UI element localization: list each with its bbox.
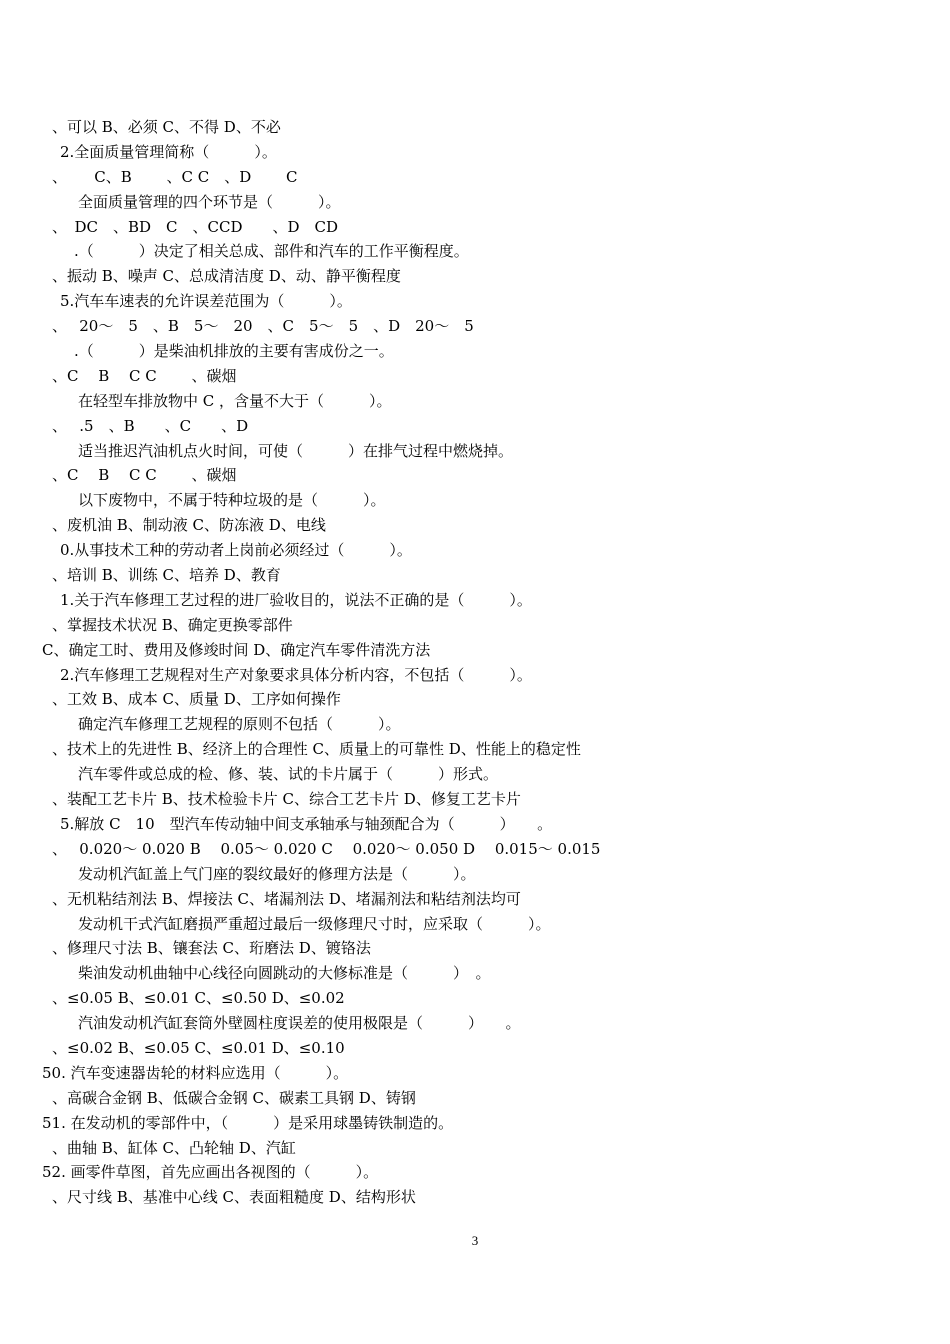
text-line: 确定汽车修理工艺规程的原则不包括（ ）。	[78, 715, 401, 734]
text-line: 在轻型车排放物中 C ，含量不大于（ ）。	[78, 391, 392, 410]
text-line: 5.汽车车速表的允许误差范围为（ ）。	[60, 292, 352, 311]
text-line: 、 0.020～ 0.020 B 0.05～ 0.020 C 0.020～ 0.050 D 0.015～ 0.015	[52, 839, 601, 858]
text-line: 、曲轴 B、缸体 C、凸轮轴 D、汽缸	[52, 1138, 296, 1157]
text-line: C、确定工时、费用及修竣时间 D、确定汽车零件清洗方法	[42, 640, 431, 659]
text-line: 、无机粘结剂法 B、焊接法 C、堵漏剂法 D、堵漏剂法和粘结剂法均可	[52, 889, 521, 908]
text-line: 、修理尺寸法 B、镶套法 C、珩磨法 D、镀铬法	[52, 939, 371, 958]
text-line: 、可以 B、必须 C、不得 D、不必	[52, 118, 281, 136]
text-line: 、C B C C 、碳烟	[52, 366, 237, 385]
text-line: 发动机汽缸盖上气门座的裂纹最好的修理方法是（ ）。	[78, 864, 476, 883]
text-line: .（ ）决定了相关总成、部件和汽车的工作平衡程度。	[74, 242, 469, 261]
text-line: 2.汽车修理工艺规程对生产对象要求具体分析内容，不包括（ ）。	[60, 665, 532, 684]
text-line: 、 C、B 、C C 、D C	[52, 167, 298, 186]
text-line: 50. 汽车变速器齿轮的材料应选用（ ）。	[42, 1063, 349, 1082]
text-line: 、高碳合金钢 B、低碳合金钢 C、碳素工具钢 D、铸钢	[52, 1088, 416, 1107]
text-line: 、尺寸线 B、基准中心线 C、表面粗糙度 D、结构形状	[52, 1188, 416, 1207]
text-line: 1.关于汽车修理工艺过程的进厂验收目的，说法不正确的是（ ）。	[60, 590, 532, 609]
text-line: 汽油发动机汽缸套筒外壁圆柱度误差的使用极限是（ ） 。	[78, 1014, 521, 1033]
text-line: 、 20～ 5 、B 5～ 20 、C 5～ 5 、D 20～ 5	[52, 317, 474, 336]
question-list	[0, 115, 950, 1210]
text-line: 、振动 B、噪声 C、总成清洁度 D、动、静平衡程度	[52, 267, 401, 286]
text-line: 、培训 B、训练 C、培养 D、教育	[52, 566, 281, 585]
text-line: 、 DC 、BD C 、CCD 、D CD	[52, 217, 339, 236]
text-line: 2.全面质量管理简称（ ）。	[60, 142, 277, 161]
text-line: 适当推迟汽油机点火时间，可使（ ）在排气过程中燃烧掉。	[78, 441, 514, 460]
text-line: 、装配工艺卡片 B、技术检验卡片 C、综合工艺卡片 D、修复工艺卡片	[52, 790, 521, 809]
text-line: 以下废物中，不属于特种垃圾的是（ ）。	[78, 491, 386, 510]
text-line: 、≤0.02 B、≤0.05 C、≤0.01 D、≤0.10	[52, 1038, 345, 1057]
text-line: 发动机干式汽缸磨损严重超过最后一级修理尺寸时，应采取（ ）。	[78, 914, 551, 933]
text-line: 、C B C C 、碳烟	[52, 466, 237, 485]
text-line: 全面质量管理的四个环节是（ ）。	[78, 192, 341, 211]
text-line: 、 .5 、B 、C 、D	[52, 416, 249, 435]
text-line: 、废机油 B、制动液 C、防冻液 D、电线	[52, 516, 326, 535]
text-line: 、工效 B、成本 C、质量 D、工序如何操作	[52, 690, 341, 709]
text-line: 5.解放 C 10 型汽车传动轴中间支承轴承与轴颈配合为（ ） 。	[60, 814, 553, 833]
text-line: 、≤0.05 B、≤0.01 C、≤0.50 D、≤0.02	[52, 989, 345, 1008]
text-line: 、技术上的先进性 B、经济上的合理性 C、质量上的可靠性 D、性能上的稳定性	[52, 740, 581, 759]
page-number: 3	[471, 1233, 479, 1248]
text-line: 52. 画零件草图，首先应画出各视图的（ ）。	[42, 1163, 379, 1182]
text-line: 51. 在发动机的零部件中，（ ）是采用球墨铸铁制造的。	[42, 1113, 454, 1132]
text-line: .（ ）是柴油机排放的主要有害成份之一。	[74, 342, 394, 361]
text-line: 汽车零件或总成的检、修、装、试的卡片属于（ ）形式。	[78, 765, 499, 784]
text-line: 、掌握技术状况 B、确定更换零部件	[52, 615, 293, 634]
text-line: 0.从事技术工种的劳动者上岗前必须经过（ ）。	[60, 541, 412, 560]
text-line: 柴油发动机曲轴中心线径向圆跳动的大修标准是（ ） 。	[78, 964, 491, 983]
